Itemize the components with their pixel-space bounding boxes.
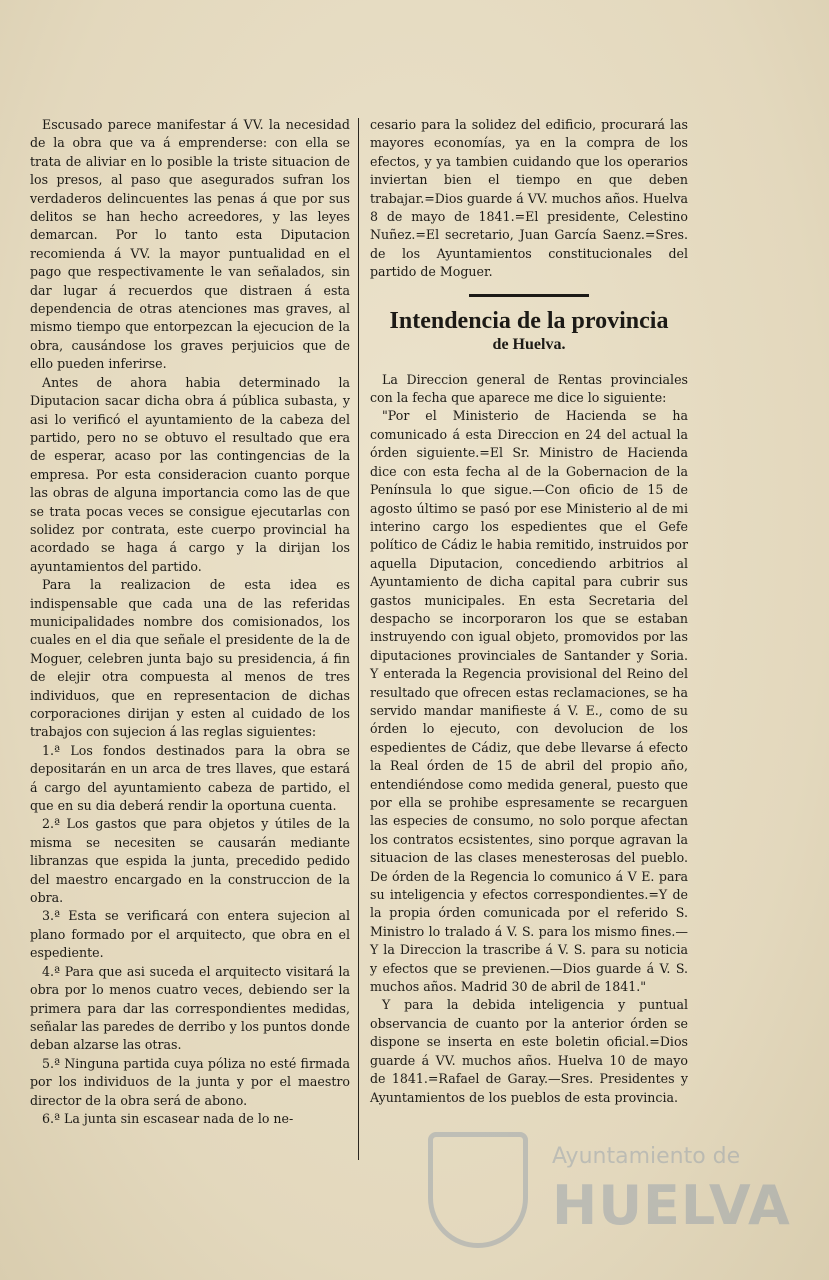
left-column [30,116,350,1128]
rule-item: 6.ª La junta sin escasear nada de lo ne- [42,1110,294,1126]
rule-item: 3.ª Esta se verificará con entera sujecion al plano formado por el arquitecto, que obra en el espediente. [30,908,350,961]
paragraph: La Direccion general de Rentas provinciales con la fecha que aparece me dice lo siguiente: [370,371,688,406]
rule-item: 5.ª Ninguna partida cuya póliza no esté firmada por los individuos de la junta y por el maestro director de la obra será de abono. [30,1055,350,1108]
watermark [428,1132,791,1252]
paragraph: Y para la debida inteligencia y puntual observancia de cuanto por la anterior órden se dispone se inserta en este boletin oficial.=Dios guarde á VV. muchos años. Huelva 10 de mayo de 1841.=Rafael de Garay.—Sres. Presidentes y Ayuntamientos de los pueblos de esta provincia. [370,997,688,1105]
rule-item: 4.ª Para que asi suceda el arquitecto visitará la obra por lo menos cuatro veces, debiendo ser la primera para dar las correspondientes medidas, señalar las paredes de derribo y los puntos donde deban alzarse las otras. [30,963,350,1053]
section-separator [469,294,589,297]
watermark-line1: Ayuntamiento de [552,1144,741,1169]
right-column [370,116,688,1107]
rule-item: 2.ª Los gastos que para objetos y útiles de la misma se necesiten se causarán mediante libranzas que espida la junta, precedido pedido del maestro encargado en la construccion de la obra. [30,816,350,906]
paragraph: Escusado parece manifestar á VV. la necesidad de la obra que va á emprenderse: con ella se trata de aliviar en lo posible la triste situacion de los presos, al paso que asegurados sufran los verdaderos delincuentes las penas á que por sus delitos se han hecho acreedores, y las leyes demarcan. Por lo tanto esta Diputacion recomienda á VV. la mayor puntualidad en el pago que respectivamente le van señalados, sin dar lugar á recuerdos que distraen á esta dependencia de otras atenciones mas graves, al mismo tiempo que entorpezcan la ejecucion de la obra, causándose los graves perjuicios que de ello pueden inferirse. [30,117,350,372]
paragraph: Para la realizacion de esta idea es indispensable que cada una de las referidas municipalidades nombre dos comisionados, los cuales en el dia que señale el presidente de la de Moguer, celebren junta bajo su presidencia, á fin de elejir otra compuesta al menos de tres individuos, que en representacion de dichas corporaciones dirijan y esten al cuidado de los trabajos con sujecion á las reglas siguientes: [30,577,350,740]
section-subheading: de Huelva. [492,335,566,353]
continuation-paragraph: cesario para la solidez del edificio, procurará las mayores economías, ya en la compra de los efectos, y ya tambien cuidando que los operarios inviertan bien el tiempo en que deben trabajar.=Dios guarde á VV. muchos años. Huelva 8 de mayo de 1841.=El presidente, Celestino Nuñez.=El secretario, Juan García Saenz.=Sres. de los Ayuntamientos constitucionales del partido de Moguer. [370,117,688,280]
watermark-line2: HUELVA [552,1174,791,1237]
paragraph: Antes de ahora habia determinado la Diputacion sacar dicha obra á pública subasta, y asi lo verificó el ayuntamiento de la cabeza del partido, pero no se obtuvo el resultado que era de esperar, acaso por las contingencias de la empresa. Por esta consideracion cuanto porque las obras de alguna importancia como las de que se trata pocas veces se consigue ejecutarlas con solidez por contrata, este cuerpo provincial ha acordado se haga á cargo y la dirijan los ayuntamientos del partido. [30,374,350,574]
section-heading: Intendencia de la provincia [389,307,669,334]
coat-of-arms-icon [428,1132,528,1248]
column-divider [358,118,359,1160]
rule-item: 1.ª Los fondos destinados para la obra se depositarán en un arca de tres llaves, que estará á cargo del ayuntamiento cabeza de partido, el que en su dia deberá rendir la oportuna cuenta. [30,742,350,814]
paragraph: "Por el Ministerio de Hacienda se ha comunicado á esta Direccion en 24 del actual la órden siguiente.=El Sr. Ministro de Hacienda dice con esta fecha al de la Gobernacion de la Península lo que sigue.—Con oficio de 15 de agosto último se pasó por ese Ministerio al de mi interino cargo los espedientes que el Gefe político de Cádiz le habia remitido, instruidos por aquella Diputacion, concediendo arbitrios al Ayuntamiento de dicha capital para cubrir sus gastos municipales. En esta Secretaria del despacho se incorporaron los que se estaban instruyendo con igual objeto, promovidos por las diputaciones provinciales de Santander y Soria. Y enterada la Regencia provisional del Reino del resultado que ofrecen estas reclamaciones, se ha servido mandar manifieste á V. E., como de su órden lo ejecuto, con devolucion de los espedientes de Cádiz, que debe llevarse á efecto la Real órden de 15 de abril del propio año, entendiéndose como medida general, puesto que por ella se prohibe espresamente se recarguen las especies de consumo, no solo porque afectan los contratos ecsistentes, sino porque agravan la situacion de las clases menesterosas del pueblo. De órden de la Regencia lo comunico á V E. para su inteligencia y efectos correspondientes.=Y de la propia órden comunicada por el referido S. Ministro lo tralado á V. S. para los mismo fines.—Y la Direccion la trascribe á V. S. para su noticia y efectos que se previenen.—Dios guarde á V. S. muchos años. Madrid 30 de abril de 1841." [370,408,688,995]
